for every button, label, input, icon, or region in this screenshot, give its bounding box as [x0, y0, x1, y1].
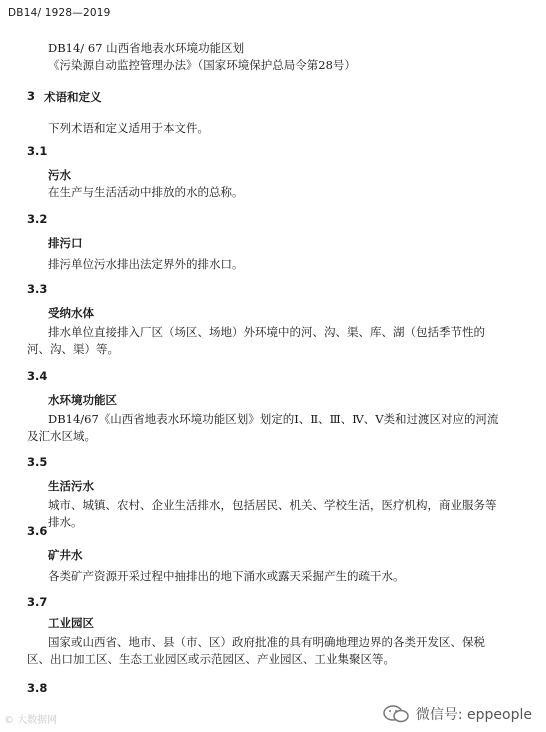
section-title: 术语和定义: [44, 90, 102, 104]
term-number: 3.3: [27, 282, 48, 296]
term-definition: DB14/67《山西省地表水环境功能区划》划定的Ⅰ、Ⅱ、Ⅲ、Ⅳ、Ⅴ类和过渡区对应的河流及汇水区域。: [27, 412, 499, 443]
term-title: 水环境功能区: [48, 393, 117, 407]
term-definition: 排水单位直接排入厂区（场区、场地）外环境中的河、沟、渠、库、湖（包括季节性的河、沟、渠）等。: [27, 325, 485, 356]
term-title: 污水: [48, 168, 71, 182]
term-number: 3.1: [27, 144, 48, 158]
wechat-icon: [382, 704, 410, 724]
term-number: 3.6: [27, 524, 48, 538]
section-intro: 下列术语和定义适用于本文件。: [48, 121, 209, 135]
term-number: 3.2: [27, 212, 48, 226]
watermark-left: © 大数据网: [4, 715, 58, 726]
term-definition: 排污单位污水排出法定界外的排水口。: [48, 257, 244, 271]
reference-monitoring-rules: 《污染源自动监控管理办法》（国家环境保护总局令第28号）: [48, 58, 356, 72]
section-number: 3: [27, 89, 36, 103]
term-title: 受纳水体: [48, 306, 94, 320]
term-definition: 各类矿产资源开采过程中抽排出的地下涌水或露天采掘产生的疏干水。: [48, 569, 405, 583]
term-number: 3.5: [27, 455, 48, 469]
reference-db14-67: DB14/ 67 山西省地表水环境功能区划: [48, 41, 245, 55]
term-number: 3.8: [27, 681, 48, 695]
term-definition: 国家或山西省、地市、县（市、区）政府批准的具有明确地理边界的各类开发区、保税区、出口加工区、生态工业园区或示范园区、产业园区、工业集聚区等。: [27, 635, 485, 666]
term-definition: 在生产与生活活动中排放的水的总称。: [48, 185, 244, 199]
term-definition: 城市、城镇、农村、企业生活排水，包括居民、机关、学校生活，医疗机构，商业服务等排水。: [48, 498, 497, 529]
term-title: 工业园区: [48, 616, 94, 630]
term-title: 矿井水: [48, 548, 83, 562]
term-number: 3.7: [27, 595, 48, 609]
wechat-id: 微信号: eppeople: [415, 707, 532, 723]
term-number: 3.4: [27, 369, 48, 383]
term-title: 排污口: [48, 236, 83, 250]
wechat-watermark: [382, 704, 532, 724]
document-header: DB14/ 1928—2019: [8, 7, 111, 19]
term-title: 生活污水: [48, 479, 94, 493]
